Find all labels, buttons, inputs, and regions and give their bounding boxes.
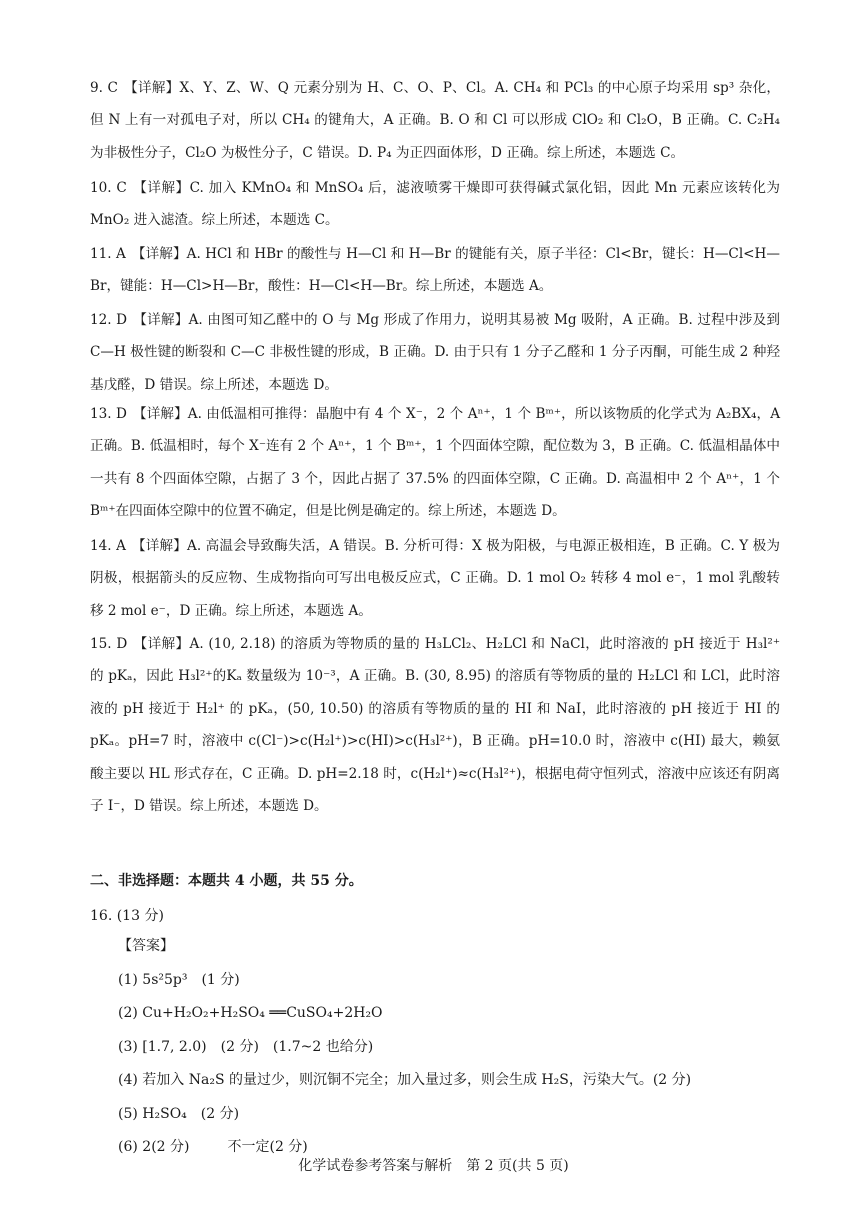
detail-tag: 【详解】 (131, 538, 187, 554)
answer-item-15 (90, 628, 780, 822)
answer-item-10 (90, 172, 780, 237)
answer-item-13 (90, 398, 780, 528)
answer-line: (4) 若加入 Na₂S 的量过少，则沉铜不完全；加入量过多，则会生成 H₂S，污染大气。(2 分) (118, 1072, 692, 1088)
item-explanation: C. 加入 KMnO₄ 和 MnSO₄ 后，滤液喷雾干燥即可获得碱式氯化铝，因此 Mn 元素应该转化为 MnO₂ 进入滤渣。综上所述，本题选 C。 (90, 180, 780, 229)
item-number: 14. A (90, 538, 126, 554)
answer-item-14 (90, 530, 780, 627)
answer-part-b: 不一定(2 分) (227, 1139, 308, 1155)
section-heading: 二、非选择题：本题共 4 小题，共 55 分。 (90, 873, 363, 889)
item-number: 15. D (90, 636, 128, 652)
detail-tag: 【详解】 (133, 636, 190, 652)
answer-line: (1) 5s²5p³ (1 分) (118, 971, 240, 988)
detail-tag: 【详解】 (123, 80, 180, 96)
page-footer: 化学试卷参考答案与解析 第 2 页(共 5 页) (298, 1158, 569, 1174)
answer-line: (3) [1.7, 2.0) (2 分) (1.7~2 也给分) (118, 1038, 374, 1055)
answer-item-9 (90, 72, 780, 169)
item-explanation: A. 由图可知乙醛中的 O 与 Mg 形成了作用力，说明其易被 Mg 吸附，A 正确。B. 过程中涉及到 C—H 极性键的断裂和 C—C 非极性键的形成，B 正确。D. 由于只有 1 分子乙醛和 1 分子丙酮，可能生成 2 种羟基戊醛，D 错误。综上所述，本题选 D。 (90, 312, 781, 393)
detail-tag: 【详解】 (131, 246, 187, 262)
item-explanation: A. 高温会导致酶失活，A 错误。B. 分析可得：X 极为阳极，与电源正极相连，B 正确。C. Y 极为阴极，根据箭头的反应物、生成物指向可写出电极反应式，C 正确。D. 1 mol O₂ 转移 4 mol e⁻，1 mol 乳酸转移 2 mol e⁻，D 正确。综上所述，本题选 A。 (90, 538, 781, 619)
answer-line: (2) Cu+H₂O₂+H₂SO₄ ══CuSO₄+2H₂O (118, 1005, 383, 1021)
detail-tag: 【详解】 (132, 406, 188, 422)
answer-item-12 (90, 304, 780, 401)
detail-tag: 【详解】 (132, 180, 190, 196)
answer-item-11 (90, 238, 780, 303)
item-number: 11. A (90, 246, 126, 262)
item-number: 13. D (90, 406, 127, 422)
item-explanation: A. HCl 和 HBr 的酸性与 H—Cl 和 H—Br 的键能有关，原子半径：Cl<Br，键长：H—Cl<H—Br，键能：H—Cl>H—Br，酸性：H—Cl<H—Br。综上所述，本题选 A。 (90, 246, 781, 295)
answer-part-a: (6) 2(2 分) (118, 1139, 190, 1155)
item-explanation: A. (10, 2.18) 的溶质为等物质的量的 H₃LCl₂、H₂LCl 和 NaCl，此时溶液的 pH 接近于 H₃l²⁺ 的 pKₐ，因此 H₃l²⁺的Kₐ 数量级为 10⁻³，A 正确。B. (30, 8.95) 的溶质有等物质的量的 H₂LCl 和 LCl，此时溶液的 pH 接近于 H₂l⁺ 的 pKₐ，(50, 10.50) 的溶质有等物质的量的 HI 和 NaI，此时溶液的 pH 接近于 HI 的 pKₐ。pH=7 时，溶液中 c(Cl⁻)>c(H₂l⁺)>c(HI)>c(H₃l²⁺)，B 正确。pH=10.0 时，溶液中 c(HI) 最大，赖氨酸主要以 HL 形式存在，C 正确。D. pH=2.18 时，c(H₂l⁺)≈c(H₃l²⁺)，根据电荷守恒列式，溶液中应该还有阴离子 I⁻，D 错误。综上所述，本题选 D。 (90, 636, 780, 815)
item-explanation: A. 由低温相可推得：晶胞中有 4 个 X⁻，2 个 Aⁿ⁺，1 个 Bᵐ⁺，所以该物质的化学式为 A₂BX₄，A 正确。B. 低温相时，每个 X⁻连有 2 个 Aⁿ⁺，1 个 Bᵐ⁺，1 个四面体空隙，配位数为 3，B 正确。C. 低温相晶体中一共有 8 个四面体空隙，占据了 3 个，因此占据了 37.5% 的四面体空隙，C 正确。D. 高温相中 2 个 Aⁿ⁺，1 个 Bᵐ⁺在四面体空隙中的位置不确定，但是比例是确定的。综上所述，本题选 D。 (90, 406, 781, 520)
question-16-title: 16. (13 分) (90, 908, 164, 924)
item-explanation: X、Y、Z、W、Q 元素分别为 H、C、O、P、Cl。A. CH₄ 和 PCl₃ 的中心原子均采用 sp³ 杂化，但 N 上有一对孤电子对，所以 CH₄ 的键角大，A 正确。B. O 和 Cl 可以形成 ClO₂ 和 Cl₂O，B 正确。C. C₂H₄ 为非极性分子，Cl₂O 为极性分子，C 错误。D. P₄ 为正四面体形，D 正确。综上所述，本题选 C。 (90, 80, 780, 161)
detail-tag: 【详解】 (133, 312, 189, 328)
answer-line: (5) H₂SO₄ (2 分) (118, 1105, 240, 1122)
answer-label: 【答案】 (118, 938, 174, 954)
item-number: 9. C (90, 80, 118, 96)
item-number: 10. C (90, 180, 127, 196)
question-16-answers (118, 930, 691, 1165)
item-number: 12. D (90, 312, 128, 328)
